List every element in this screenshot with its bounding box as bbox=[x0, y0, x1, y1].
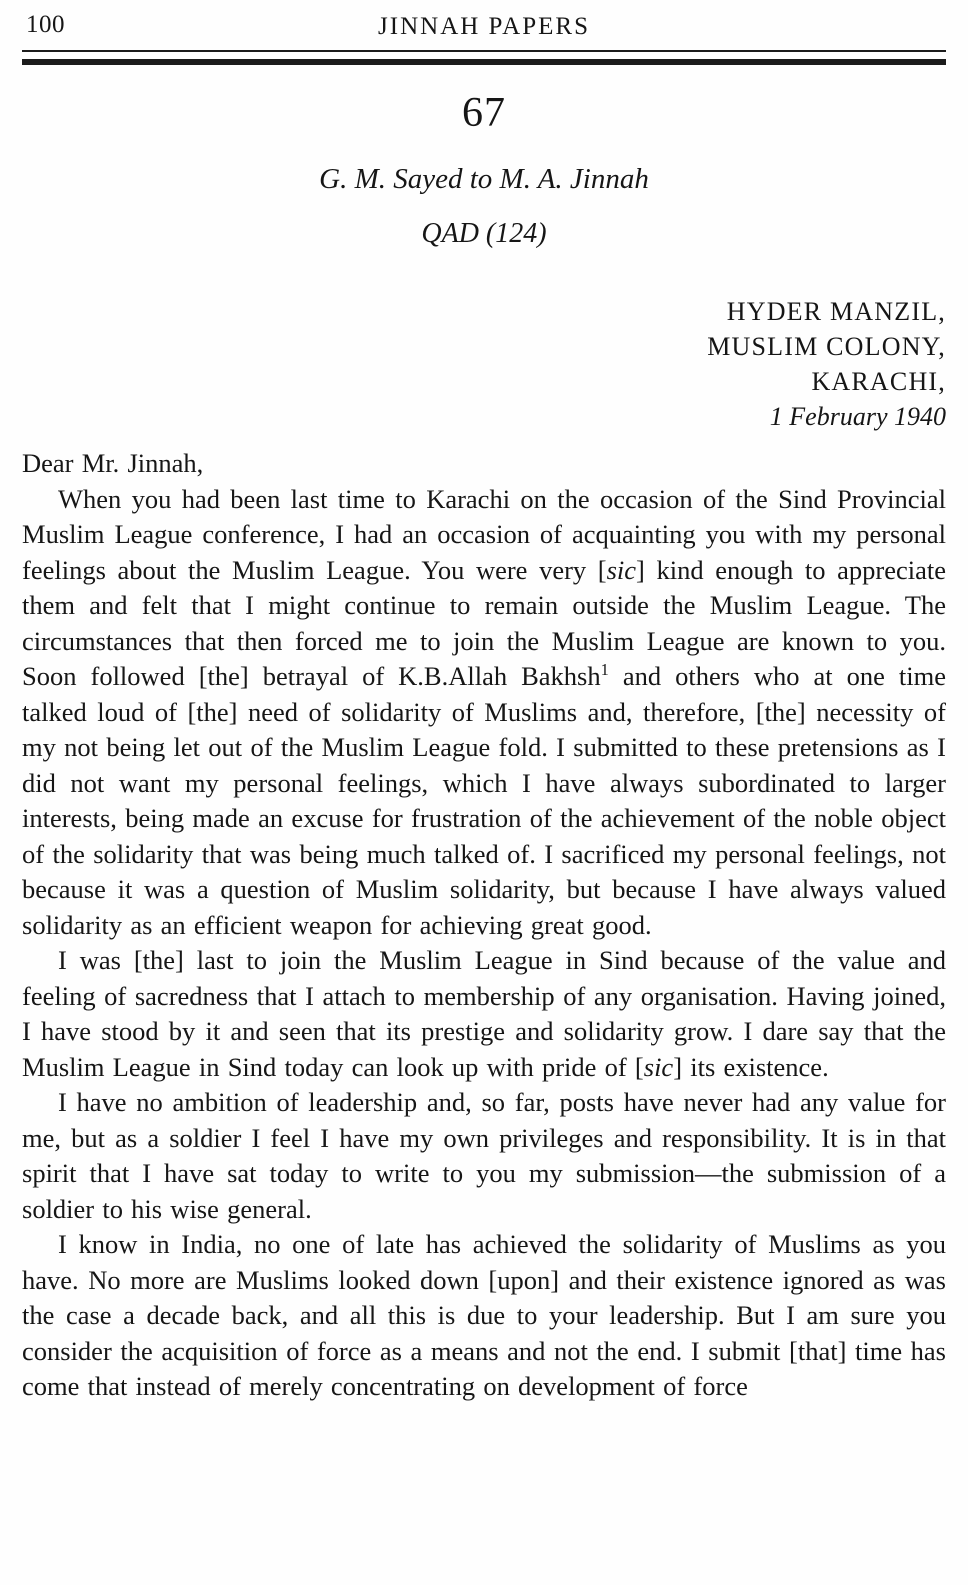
letter-date: 1 February 1940 bbox=[769, 402, 946, 431]
letter-body bbox=[22, 446, 946, 1405]
address-line-1: HYDER MANZIL, bbox=[726, 297, 946, 326]
paragraph-2: I was [the] last to join the Muslim League in Sind because of the value and feeling of sacredness that I attach to membership of any organisation. Having joined, I have stood by it and seen that its prestige and solidarity grow. I dare say that the Muslim League in Sind today can look up with pride of [sic] its existence. bbox=[22, 945, 946, 1082]
address-line-3: KARACHI, bbox=[811, 367, 946, 396]
page-number: 100 bbox=[26, 11, 65, 38]
document-heading: G. M. Sayed to M. A. Jinnah bbox=[319, 163, 649, 195]
address-line-2: MUSLIM COLONY, bbox=[707, 332, 946, 361]
paragraph-1: When you had been last time to Karachi on the occasion of the Sind Provincial Muslim League conference, I had an occasion of acquainting you with my personal feelings about the Muslim League. You were very [sic] kind enough to appreciate them and felt that I might continue to remain outside the Muslim League. The circumstances that then forced me to join the Muslim League are known to you. Soon followed [the] betrayal of K.B.Allah Bakhsh$^1$ and others who at one time talked loud of [the] need of solidarity of Muslims and, therefore, [the] necessity of my not being let out of the Muslim League fold. I submitted to these pretensions as I did not want my personal feelings, which I have always subordinated to larger interests, being made an excuse for frustration of the achievement of the noble object of the solidarity that was being much talked of. I sacrificed my personal feelings, not because it was a question of Muslim solidarity, but because I have always valued solidarity as an efficient weapon for achieving great good. bbox=[22, 483, 946, 940]
document-number: 67 bbox=[462, 90, 506, 136]
header-rule-thin bbox=[22, 50, 946, 52]
running-header bbox=[22, 0, 946, 47]
salutation: Dear Mr. Jinnah, bbox=[22, 448, 204, 478]
header-rule-thick bbox=[22, 59, 946, 65]
running-title: JINNAH PAPERS bbox=[378, 13, 590, 40]
paragraph-3: I have no ambition of leadership and, so far, posts have never had any value for me, but as a soldier I feel I have my own privileges and responsibility. It is in that spirit that I have sat today to write to you my submission—the submission of a soldier to his wise general. bbox=[22, 1087, 946, 1224]
document-reference: QAD (124) bbox=[421, 218, 547, 249]
paragraph-4: I know in India, no one of late has achieved the solidarity of Muslims as you have. No more are Muslims looked down [upon] and their existence ignored as was the case a decade back, and all this is due to your leadership. But I am sure you consider the acquisition of force as a means and not the end. I submit [that] time has come that instead of merely concentrating on development of force bbox=[22, 1229, 946, 1401]
sender-address-block bbox=[22, 294, 946, 434]
